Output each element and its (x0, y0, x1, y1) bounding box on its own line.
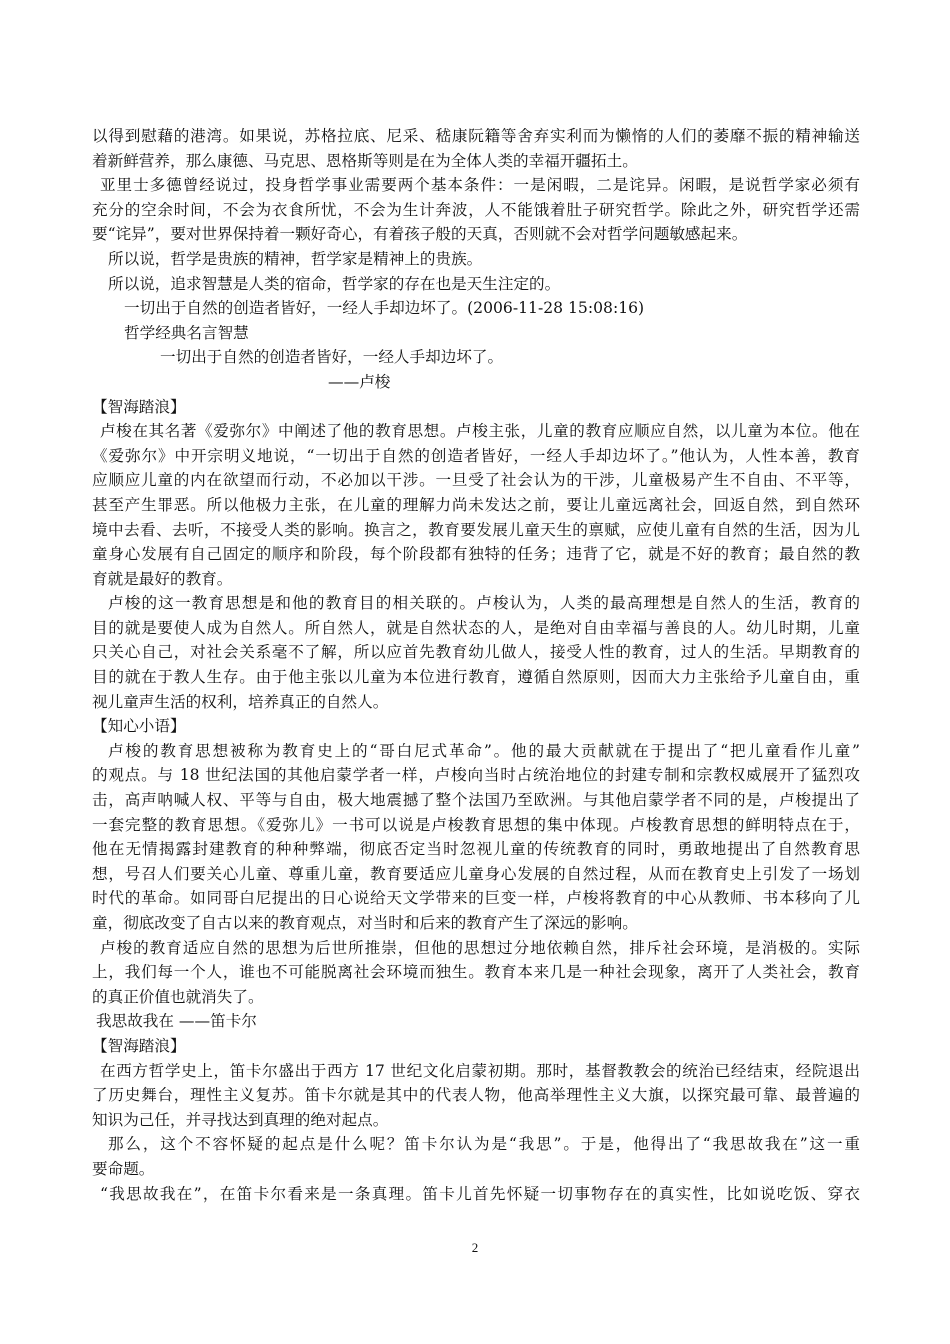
text-line: 他在无情揭露封建教育的种种弊端，彻底否定当时忽视儿童的传统教育的同时，勇敢地提出了自然教育思 (92, 840, 860, 859)
text-line: 我思故我在 ——笛卡尔 (96, 1012, 257, 1031)
text-line: ——卢梭 (328, 372, 391, 391)
text-line: 【智海踏浪】 (92, 397, 186, 416)
text-line: 的观点。与 18 世纪法国的其他启蒙学者一样，卢梭向当时占统治地位的封建专制和宗教权威展开了猛烈攻 (92, 766, 860, 785)
text-line: 要命题。 (92, 1159, 155, 1178)
text-line: 时代的革命。如同哥白尼提出的日心说给天文学带来的巨变一样，卢梭将教育的中心从教师、书本移向了儿 (92, 889, 860, 908)
text-line: 卢梭在其名著《爱弥尔》中阐述了他的教育思想。卢梭主张，儿童的教育应顺应自然，以儿童为本位。他在 (100, 422, 860, 441)
text-line: 一切出于自然的创造者皆好，一经人手却边坏了。(2006-11-28 15:08:16) (124, 299, 645, 318)
text-line: 了历史舞台，理性主义复苏。笛卡尔就是其中的代表人物，他高举理性主义大旗，以探究最可靠、最普遍的 (92, 1086, 860, 1105)
text-line: 要“诧异”，要对世界保持着一颗好奇心，有着孩子般的天真，否则就不会对哲学问题敏感起来。 (92, 225, 748, 244)
text-line: 【智海踏浪】 (92, 1036, 186, 1055)
document-body (92, 124, 860, 1206)
text-line: 童身心发展有自己固定的顺序和阶段，每个阶段都有独特的任务；违背了它，就是不好的教育；最自然的教 (92, 545, 860, 564)
text-line: 所以说，追求智慧是人类的宿命，哲学家的存在也是天生注定的。 (108, 274, 561, 293)
text-line: 目的就在于教人生存。由于他主张以儿童为本位进行教育，遵循自然原则，因而大力主张给予儿童自由，重 (92, 668, 860, 687)
text-line: 【知心小语】 (92, 717, 186, 736)
text-line: 视儿童声生活的权利，培养真正的自然人。 (92, 692, 389, 711)
text-line: 甚至产生罪恶。所以他极力主张，在儿童的理解力尚未发达之前，要让儿童远离社会，回返自然，到自然环 (92, 495, 860, 514)
text-line: 卢梭的这一教育思想是和他的教育目的相关联的。卢梭认为，人类的最高理想是自然人的生活，教育的 (108, 594, 860, 613)
text-line: 一套完整的教育思想。《爱弥儿》一书可以说是卢梭教育思想的集中体现。卢梭教育思想的鲜明特点在于， (92, 815, 860, 834)
text-line: 上，我们每一个人，谁也不可能脱离社会环境而独生。教育本来几是一种社会现象，离开了人类社会，教育 (92, 963, 860, 982)
text-line: 只关心自己，对社会关系毫不了解，所以应首先教育幼儿做人，接受人性的教育，过人的生活。早期教育的 (92, 643, 860, 662)
text-line: 的真正价值也就消失了。 (92, 987, 264, 1006)
text-line: 在西方哲学史上，笛卡尔盛出于西方 17 世纪文化启蒙初期。那时，基督教教会的统治已经结束，经院退出 (100, 1061, 860, 1080)
text-line: 以得到慰藉的港湾。如果说，苏格拉底、尼采、嵇康阮籍等舍弃实利而为懒惰的人们的萎靡不振的精神输送 (92, 127, 860, 145)
text-line: 卢梭的教育思想被称为教育史上的“哥白尼式革命”。他的最大贡献就在于提出了“把儿童看作儿童” (108, 741, 860, 760)
page-number: 2 (471, 1240, 479, 1255)
text-line: 所以说，哲学是贵族的精神，哲学家是精神上的贵族。 (108, 249, 483, 268)
text-line: “我思故我在”，在笛卡尔看来是一条真理。笛卡儿首先怀疑一切事物存在的真实性，比如说吃饭、穿衣 (100, 1184, 860, 1203)
text-line: 击，高声呐喊人权、平等与自由，极大地震撼了整个法国乃至欧洲。与其他启蒙学者不同的是，卢梭提出了 (92, 791, 860, 810)
text-line: 目的就是要使人成为自然人。所自然人，就是自然状态的人，是绝对自由幸福与善良的人。幼儿时期，儿童 (92, 618, 860, 637)
text-line: 想，号召人们要关心儿童、尊重儿童，教育要适应儿童身心发展的自然过程，从而在教育史上引发了一场划 (92, 864, 860, 883)
text-line: 着新鲜营养，那么康德、马克思、恩格斯等则是在为全体人类的幸福开疆拓土。 (92, 151, 638, 170)
text-line: 育就是最好的教育。 (92, 569, 233, 588)
text-line: 境中去看、去听，不接受人类的影响。换言之，教育要发展儿童天生的禀赋，应使儿童有自然的生活，因为儿 (92, 520, 860, 539)
text-line: 一切出于自然的创造者皆好，一经人手却边坏了。 (160, 348, 504, 367)
text-line: 知识为己任，并寻找达到真理的绝对起点。 (92, 1110, 389, 1129)
text-line: 哲学经典名言智慧 (124, 323, 249, 342)
text-line: 《爱弥尔》中开宗明义地说，“一切出于自然的创造者皆好，一经人手却边坏了。”他认为，人性本善，教育 (92, 446, 860, 465)
text-line: 卢梭的教育适应自然的思想为后世所推崇，但他的思想过分地依赖自然，排斥社会环境，是消极的。实际 (100, 938, 860, 957)
text-line: 亚里士多德曾经说过，投身哲学事业需要两个基本条件：一是闲暇，二是诧异。闲暇，是说哲学家必须有 (100, 176, 860, 195)
text-line: 童，彻底改变了自古以来的教育观点，对当时和后来的教育产生了深远的影响。 (92, 914, 638, 932)
text-line: 充分的空余时间，不会为衣食所忧，不会为生计奔波，人不能饿着肚子研究哲学。除此之外，研究哲学还需 (92, 200, 860, 219)
text-line: 应顺应儿童的内在欲望而行动，不必加以干涉。一旦受了社会认为的干涉，儿童极易产生不自由、不平等， (92, 471, 860, 490)
text-line: 那么，这个不容怀疑的起点是什么呢？笛卡尔认为是“我思”。于是，他得出了“我思故我在”这一重 (108, 1135, 860, 1154)
